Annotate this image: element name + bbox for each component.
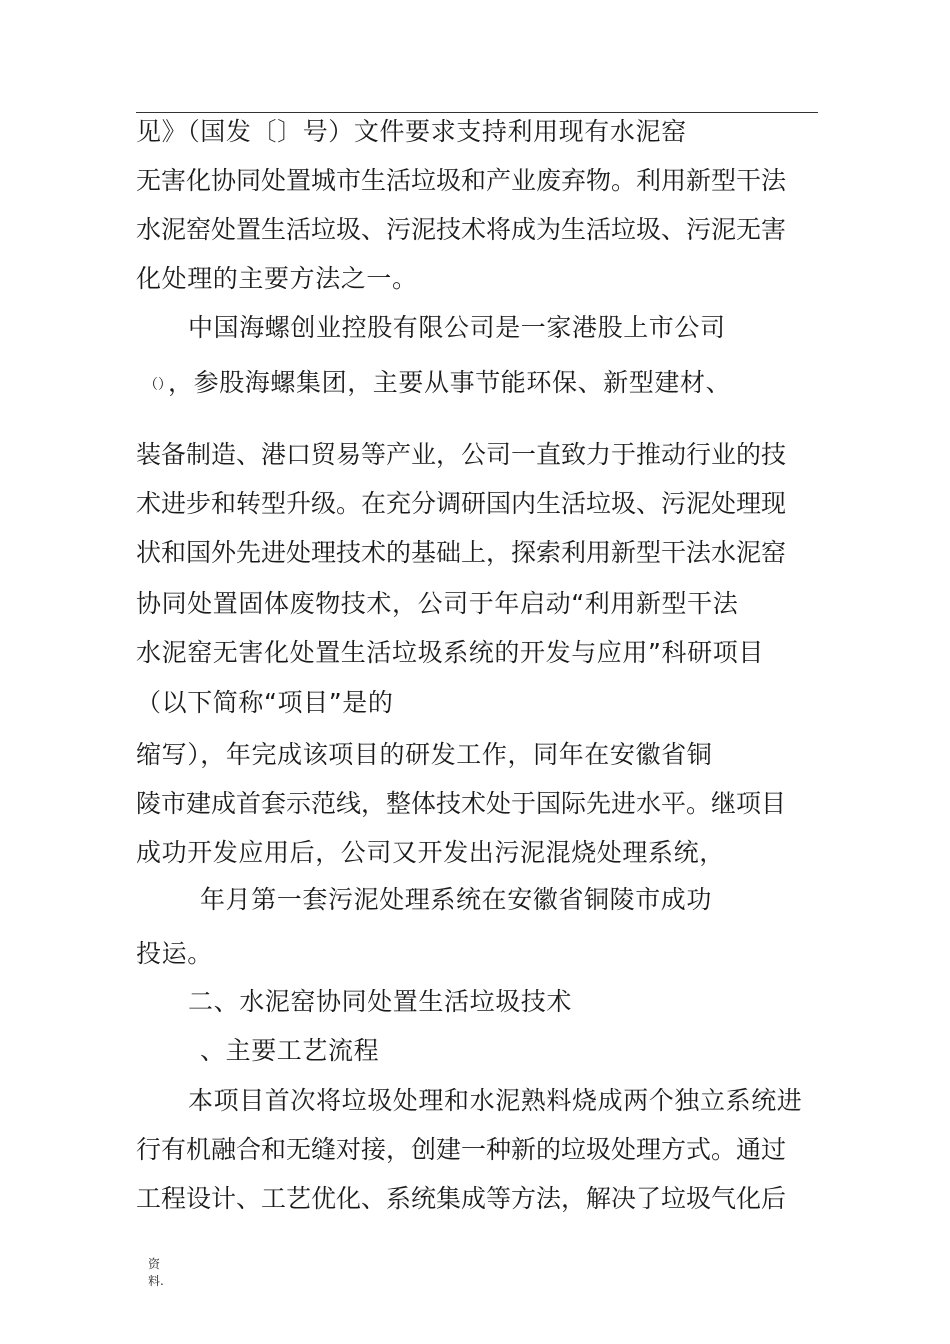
subsection-heading: 、主要工艺流程 bbox=[200, 1036, 380, 1065]
paragraph-2-line-6: 协同处置固体废物技术，公司于年启动“利用新型干法 bbox=[136, 589, 739, 618]
footer-line-1: 资 bbox=[148, 1257, 161, 1271]
paragraph-2-line-3: 装备制造、港口贸易等产业，公司一直致力于推动行业的技 bbox=[136, 440, 787, 469]
text-line-3: 水泥窑处置生活垃圾、污泥技术将成为生活垃圾、污泥无害 bbox=[136, 215, 787, 244]
paragraph-2-line-2: ，参股海螺集团，主要从事节能环保、新型建材、 bbox=[168, 368, 732, 397]
paragraph-2-paren: （） bbox=[144, 377, 172, 393]
paragraph-2-line-8: （以下简称“项目”是的 bbox=[136, 688, 394, 717]
paragraph-2-line-10: 陵市建成首套示范线，整体技术处于国际先进水平。继项目 bbox=[136, 789, 787, 818]
section-heading: 二、水泥窑协同处置生活垃圾技术 bbox=[188, 987, 573, 1016]
footer-line-2: 料. bbox=[148, 1274, 164, 1288]
paragraph-2-line-4: 术进步和转型升级。在充分调研国内生活垃圾、污泥处理现 bbox=[136, 489, 787, 518]
page-footer bbox=[148, 1256, 164, 1290]
text-line-4: 化处理的主要方法之一。 bbox=[136, 264, 418, 293]
paragraph-3-line-2: 投运。 bbox=[136, 939, 213, 968]
header-rule bbox=[136, 112, 818, 113]
paragraph-2-line-9: 缩写），年完成该项目的研发工作，同年在安徽省铜 bbox=[136, 740, 713, 769]
paragraph-4-line-1: 本项目首次将垃圾处理和水泥熟料烧成两个独立系统进 bbox=[188, 1086, 803, 1115]
paragraph-2-line-11: 成功开发应用后，公司又开发出污泥混烧处理系统， bbox=[136, 838, 725, 867]
paragraph-2-line-7: 水泥窑无害化处置生活垃圾系统的开发与应用”科研项目 bbox=[136, 638, 764, 667]
paragraph-2-line-5: 状和国外先进处理技术的基础上，探索利用新型干法水泥窑 bbox=[136, 538, 787, 567]
paragraph-4-line-3: 工程设计、工艺优化、系统集成等方法，解决了垃圾气化后 bbox=[136, 1184, 787, 1213]
paragraph-4-line-2: 行有机融合和无缝对接，创建一种新的垃圾处理方式。通过 bbox=[136, 1135, 787, 1164]
text-line-1: 见》（国发〔〕号）文件要求支持利用现有水泥窑 bbox=[136, 117, 687, 146]
text-line-2: 无害化协同处置城市生活垃圾和产业废弃物。利用新型干法 bbox=[136, 166, 787, 195]
paragraph-3-line-1: 年月第一套污泥处理系统在安徽省铜陵市成功 bbox=[200, 885, 713, 914]
paragraph-2-line-1: 中国海螺创业控股有限公司是一家港股上市公司 bbox=[188, 313, 726, 342]
